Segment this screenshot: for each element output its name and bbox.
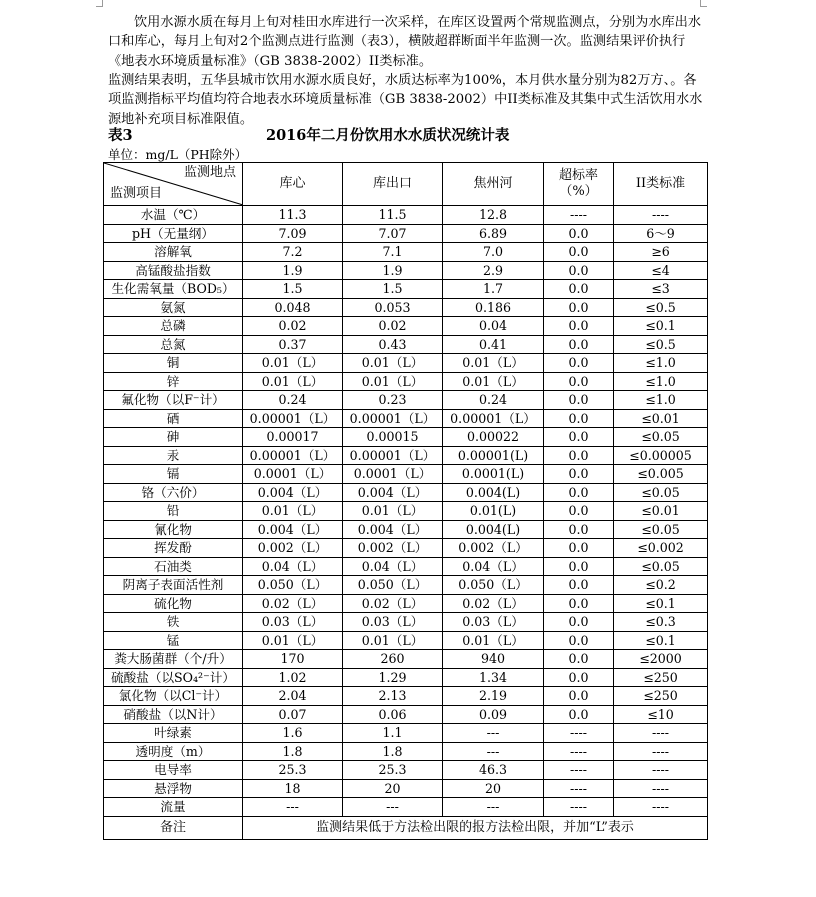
cell-jiaozhouhe: 12.8	[443, 206, 544, 225]
cell-kuchukou: 0.0001（L）	[343, 465, 443, 484]
cell-jiaozhouhe: 0.01(L)	[443, 502, 544, 521]
table-row	[104, 224, 708, 243]
cell-exceed-rate: 0.0	[544, 409, 614, 428]
cell-exceed-rate: 0.0	[544, 576, 614, 595]
cell-kuchukou: 1.29	[343, 668, 443, 687]
cell-exceed-rate: 0.0	[544, 705, 614, 724]
cell-exceed-rate: ----	[544, 779, 614, 798]
cell-kuchukou: ---	[343, 798, 443, 817]
row-item-name: 氯化物（以Cl⁻计）	[104, 687, 243, 706]
col-header-jiaozhouhe: 焦州河	[443, 163, 544, 206]
cell-kuxin: 0.00017	[243, 428, 343, 447]
col-header-standard: II类标准	[614, 163, 708, 206]
cell-standard: ≤0.005	[614, 465, 708, 484]
cell-kuxin: 170	[243, 650, 343, 669]
page-corner-mark-left	[96, 0, 103, 7]
cell-exceed-rate: 0.0	[544, 298, 614, 317]
table-row	[104, 779, 708, 798]
cell-jiaozhouhe: 940	[443, 650, 544, 669]
cell-standard: ≤0.00005	[614, 446, 708, 465]
table-row	[104, 594, 708, 613]
cell-jiaozhouhe: 1.7	[443, 280, 544, 299]
row-item-name: 粪大肠菌群（个/升）	[104, 650, 243, 669]
table-row	[104, 557, 708, 576]
row-item-name: 氨氮	[104, 298, 243, 317]
cell-standard: ≤0.5	[614, 298, 708, 317]
cell-standard: ≥6	[614, 243, 708, 262]
cell-standard: ≤0.05	[614, 483, 708, 502]
cell-standard: ≤1.0	[614, 391, 708, 410]
table-row	[104, 465, 708, 484]
cell-exceed-rate: 0.0	[544, 261, 614, 280]
cell-jiaozhouhe: 0.09	[443, 705, 544, 724]
table-row	[104, 446, 708, 465]
row-item-name: 锌	[104, 372, 243, 391]
cell-kuchukou: 0.01（L）	[343, 502, 443, 521]
cell-standard: ----	[614, 206, 708, 225]
cell-exceed-rate: 0.0	[544, 224, 614, 243]
cell-kuchukou: 25.3	[343, 761, 443, 780]
table-title	[108, 124, 708, 142]
cell-standard: ≤0.1	[614, 631, 708, 650]
cell-exceed-rate: 0.0	[544, 446, 614, 465]
note-text: 监测结果低于方法检出限的报方法检出限，并加“L”表示	[243, 816, 708, 839]
row-item-name: 溶解氧	[104, 243, 243, 262]
intro-paragraph-1: 饮用水源水质在每月上旬对桂田水库进行一次采样，在库区设置两个常规监测点，分别为水库出水口和库心，每月上旬对2个监测点进行监测（表3），横陂超群断面半年监测一次。监测结果评价执行《地表水环境质量标准》（GB 3838-2002）II类标准。	[108, 15, 702, 69]
row-item-name: 氟化物（以F⁻计）	[104, 391, 243, 410]
cell-standard: ----	[614, 742, 708, 761]
cell-kuxin: 11.3	[243, 206, 343, 225]
table-row	[104, 335, 708, 354]
cell-exceed-rate: 0.0	[544, 613, 614, 632]
cell-standard: ≤1.0	[614, 372, 708, 391]
cell-exceed-rate: 0.0	[544, 335, 614, 354]
row-item-name: 汞	[104, 446, 243, 465]
cell-standard: ----	[614, 761, 708, 780]
cell-standard: ≤2000	[614, 650, 708, 669]
cell-exceed-rate: 0.0	[544, 317, 614, 336]
table-row	[104, 428, 708, 447]
cell-kuchukou: 0.00001（L）	[343, 409, 443, 428]
cell-exceed-rate: 0.0	[544, 243, 614, 262]
cell-kuxin: 0.00001（L）	[243, 409, 343, 428]
cell-jiaozhouhe: 0.00022	[443, 428, 544, 447]
cell-kuxin: 0.07	[243, 705, 343, 724]
cell-standard: ≤1.0	[614, 354, 708, 373]
cell-kuchukou: 0.04（L）	[343, 557, 443, 576]
cell-jiaozhouhe: 0.04	[443, 317, 544, 336]
col-header-kuxin: 库心	[243, 163, 343, 206]
cell-standard: ≤0.2	[614, 576, 708, 595]
cell-jiaozhouhe: 0.00001(L)	[443, 446, 544, 465]
row-item-name: 阴离子表面活性剂	[104, 576, 243, 595]
table-row	[104, 687, 708, 706]
row-item-name: pH（无量纲）	[104, 224, 243, 243]
cell-jiaozhouhe: 6.89	[443, 224, 544, 243]
cell-standard: ----	[614, 724, 708, 743]
intro-paragraph-2: 监测结果表明，五华县城市饮用水源水质良好，水质达标率为100%，本月供水量分别为82万方、。各项监测指标平均值均符合地表水环境质量标准（GB 3838-2002）中II类标准及其集中式生活饮用水水源地补充项目标准限值。	[108, 73, 703, 127]
cell-kuchukou: 260	[343, 650, 443, 669]
cell-exceed-rate: ----	[544, 798, 614, 817]
cell-exceed-rate: 0.0	[544, 539, 614, 558]
cell-kuxin: 0.02（L）	[243, 594, 343, 613]
cell-kuchukou: 7.1	[343, 243, 443, 262]
cell-standard: ≤0.5	[614, 335, 708, 354]
cell-kuchukou: 0.002（L）	[343, 539, 443, 558]
cell-standard: ≤0.05	[614, 428, 708, 447]
row-item-name: 铁	[104, 613, 243, 632]
cell-jiaozhouhe: 0.41	[443, 335, 544, 354]
cell-jiaozhouhe: 0.03（L）	[443, 613, 544, 632]
cell-kuxin: 0.048	[243, 298, 343, 317]
diag-label-item: 监测项目	[110, 186, 163, 201]
row-item-name: 叶绿素	[104, 724, 243, 743]
table-row	[104, 798, 708, 817]
cell-exceed-rate: 0.0	[544, 557, 614, 576]
cell-kuchukou: 1.8	[343, 742, 443, 761]
cell-standard: ≤0.1	[614, 594, 708, 613]
cell-kuchukou: 0.00015	[343, 428, 443, 447]
table-row	[104, 761, 708, 780]
cell-exceed-rate: ----	[544, 761, 614, 780]
table-row	[104, 520, 708, 539]
table-row	[104, 724, 708, 743]
cell-kuchukou: 20	[343, 779, 443, 798]
cell-kuxin: 2.04	[243, 687, 343, 706]
water-quality-table	[103, 162, 708, 840]
note-row	[104, 816, 708, 839]
cell-jiaozhouhe: 0.00001（L）	[443, 409, 544, 428]
cell-kuxin: 7.2	[243, 243, 343, 262]
cell-kuchukou: 0.02（L）	[343, 594, 443, 613]
table-row	[104, 576, 708, 595]
cell-exceed-rate: 0.0	[544, 280, 614, 299]
table-row	[104, 613, 708, 632]
table-row	[104, 650, 708, 669]
cell-standard: 6～9	[614, 224, 708, 243]
table-row	[104, 372, 708, 391]
cell-standard: ≤4	[614, 261, 708, 280]
cell-exceed-rate: 0.0	[544, 483, 614, 502]
cell-kuchukou: 0.053	[343, 298, 443, 317]
table-row	[104, 206, 708, 225]
cell-jiaozhouhe: 20	[443, 779, 544, 798]
cell-exceed-rate: 0.0	[544, 502, 614, 521]
cell-exceed-rate: 0.0	[544, 650, 614, 669]
cell-kuxin: 1.6	[243, 724, 343, 743]
row-item-name: 硝酸盐（以N计）	[104, 705, 243, 724]
cell-kuxin: 0.004（L）	[243, 483, 343, 502]
cell-kuxin: 0.01（L）	[243, 502, 343, 521]
cell-standard: ≤0.002	[614, 539, 708, 558]
cell-standard: ≤10	[614, 705, 708, 724]
cell-exceed-rate: 0.0	[544, 594, 614, 613]
row-item-name: 水温（℃）	[104, 206, 243, 225]
cell-jiaozhouhe: 0.01（L）	[443, 354, 544, 373]
cell-kuxin: 0.050（L）	[243, 576, 343, 595]
col-header-exceed-rate-text: 超标率（%）	[558, 168, 598, 199]
note-label: 备注	[104, 816, 243, 839]
row-item-name: 总磷	[104, 317, 243, 336]
cell-standard: ≤0.3	[614, 613, 708, 632]
cell-exceed-rate: 0.0	[544, 668, 614, 687]
table-row	[104, 317, 708, 336]
cell-exceed-rate: 0.0	[544, 372, 614, 391]
row-item-name: 流量	[104, 798, 243, 817]
row-item-name: 铅	[104, 502, 243, 521]
cell-kuchukou: 0.004（L）	[343, 483, 443, 502]
cell-kuxin: 0.24	[243, 391, 343, 410]
table-number: 表3	[108, 127, 133, 144]
cell-jiaozhouhe: ---	[443, 724, 544, 743]
cell-jiaozhouhe: 46.3	[443, 761, 544, 780]
cell-kuxin: 18	[243, 779, 343, 798]
cell-kuchukou: 1.9	[343, 261, 443, 280]
cell-jiaozhouhe: 2.19	[443, 687, 544, 706]
cell-jiaozhouhe: 0.01（L）	[443, 372, 544, 391]
diag-label-location: 监测地点	[183, 165, 236, 180]
page-corner-mark-right	[700, 0, 707, 7]
table-row	[104, 502, 708, 521]
cell-kuchukou: 1.5	[343, 280, 443, 299]
table-row	[104, 391, 708, 410]
cell-kuxin: 25.3	[243, 761, 343, 780]
cell-kuxin: 0.0001（L）	[243, 465, 343, 484]
table-row	[104, 280, 708, 299]
cell-kuchukou: 7.07	[343, 224, 443, 243]
table-row	[104, 483, 708, 502]
cell-kuxin: 7.09	[243, 224, 343, 243]
row-item-name: 铜	[104, 354, 243, 373]
cell-jiaozhouhe: 0.050（L）	[443, 576, 544, 595]
cell-kuchukou: 0.06	[343, 705, 443, 724]
cell-kuchukou: 11.5	[343, 206, 443, 225]
table-row	[104, 631, 708, 650]
cell-standard: ----	[614, 798, 708, 817]
table-row	[104, 742, 708, 761]
cell-exceed-rate: 0.0	[544, 465, 614, 484]
cell-exceed-rate: 0.0	[544, 354, 614, 373]
cell-standard: ≤0.1	[614, 317, 708, 336]
row-item-name: 电导率	[104, 761, 243, 780]
unit-label: 单位：mg/L（PH除外）	[108, 147, 248, 162]
col-header-kuchukou: 库出口	[343, 163, 443, 206]
table-row	[104, 705, 708, 724]
row-item-name: 石油类	[104, 557, 243, 576]
cell-exceed-rate: ----	[544, 206, 614, 225]
cell-kuxin: 0.002（L）	[243, 539, 343, 558]
row-item-name: 挥发酚	[104, 539, 243, 558]
cell-exceed-rate: 0.0	[544, 687, 614, 706]
cell-kuxin: 0.04（L）	[243, 557, 343, 576]
cell-kuchukou: 1.1	[343, 724, 443, 743]
cell-exceed-rate: 0.0	[544, 391, 614, 410]
cell-kuxin: 0.03（L）	[243, 613, 343, 632]
cell-jiaozhouhe: ---	[443, 798, 544, 817]
row-item-name: 硫酸盐（以SO₄²⁻计）	[104, 668, 243, 687]
col-header-exceed-rate	[544, 163, 614, 206]
row-item-name: 透明度（m）	[104, 742, 243, 761]
cell-standard: ≤3	[614, 280, 708, 299]
cell-kuxin: 0.004（L）	[243, 520, 343, 539]
row-item-name: 高锰酸盐指数	[104, 261, 243, 280]
cell-standard: ≤0.05	[614, 520, 708, 539]
cell-kuchukou: 0.004（L）	[343, 520, 443, 539]
cell-jiaozhouhe: 0.24	[443, 391, 544, 410]
cell-kuxin: 1.5	[243, 280, 343, 299]
row-item-name: 铬（六价）	[104, 483, 243, 502]
row-item-name: 总氮	[104, 335, 243, 354]
row-item-name: 硫化物	[104, 594, 243, 613]
cell-kuxin: 0.37	[243, 335, 343, 354]
cell-kuxin: 1.9	[243, 261, 343, 280]
cell-kuchukou: 0.00001（L）	[343, 446, 443, 465]
table-header-row	[104, 163, 708, 206]
cell-kuchukou: 0.050（L）	[343, 576, 443, 595]
cell-jiaozhouhe: 0.004(L)	[443, 520, 544, 539]
table-row	[104, 539, 708, 558]
cell-standard: ≤0.01	[614, 502, 708, 521]
cell-jiaozhouhe: 0.01（L）	[443, 631, 544, 650]
table-row	[104, 409, 708, 428]
cell-kuchukou: 0.43	[343, 335, 443, 354]
table-row	[104, 298, 708, 317]
row-item-name: 镉	[104, 465, 243, 484]
cell-exceed-rate: 0.0	[544, 428, 614, 447]
cell-jiaozhouhe: 0.04（L）	[443, 557, 544, 576]
cell-standard: ≤0.05	[614, 557, 708, 576]
cell-kuchukou: 2.13	[343, 687, 443, 706]
cell-kuchukou: 0.01（L）	[343, 354, 443, 373]
cell-kuxin: 0.00001（L）	[243, 446, 343, 465]
cell-jiaozhouhe: 0.186	[443, 298, 544, 317]
cell-kuxin: 0.01（L）	[243, 372, 343, 391]
cell-standard: ≤250	[614, 687, 708, 706]
table-row	[104, 261, 708, 280]
row-item-name: 锰	[104, 631, 243, 650]
cell-jiaozhouhe: 1.34	[443, 668, 544, 687]
table-row	[104, 668, 708, 687]
cell-standard: ≤0.01	[614, 409, 708, 428]
row-item-name: 砷	[104, 428, 243, 447]
cell-kuchukou: 0.02	[343, 317, 443, 336]
cell-jiaozhouhe: 0.0001(L)	[443, 465, 544, 484]
cell-kuchukou: 0.01（L）	[343, 631, 443, 650]
table-row	[104, 243, 708, 262]
cell-jiaozhouhe: 0.002（L）	[443, 539, 544, 558]
cell-kuxin: 1.02	[243, 668, 343, 687]
cell-exceed-rate: ----	[544, 724, 614, 743]
cell-exceed-rate: 0.0	[544, 631, 614, 650]
cell-exceed-rate: 0.0	[544, 520, 614, 539]
cell-jiaozhouhe: 2.9	[443, 261, 544, 280]
row-item-name: 悬浮物	[104, 779, 243, 798]
cell-standard: ≤250	[614, 668, 708, 687]
cell-standard: ----	[614, 779, 708, 798]
cell-jiaozhouhe: 7.0	[443, 243, 544, 262]
cell-kuxin: ---	[243, 798, 343, 817]
row-item-name: 氰化物	[104, 520, 243, 539]
row-item-name: 生化需氧量（BOD₅）	[104, 280, 243, 299]
row-item-name: 硒	[104, 409, 243, 428]
cell-jiaozhouhe: 0.004(L)	[443, 483, 544, 502]
cell-jiaozhouhe: ---	[443, 742, 544, 761]
cell-kuxin: 0.01（L）	[243, 354, 343, 373]
cell-kuxin: 0.02	[243, 317, 343, 336]
cell-jiaozhouhe: 0.02（L）	[443, 594, 544, 613]
cell-kuxin: 0.01（L）	[243, 631, 343, 650]
cell-kuchukou: 0.23	[343, 391, 443, 410]
cell-kuchukou: 0.01（L）	[343, 372, 443, 391]
cell-exceed-rate: ----	[544, 742, 614, 761]
table-row	[104, 354, 708, 373]
cell-kuchukou: 0.03（L）	[343, 613, 443, 632]
cell-kuxin: 1.8	[243, 742, 343, 761]
table-caption: 2016年二月份饮用水水质状况统计表	[266, 127, 510, 144]
diagonal-header-cell	[104, 163, 243, 206]
